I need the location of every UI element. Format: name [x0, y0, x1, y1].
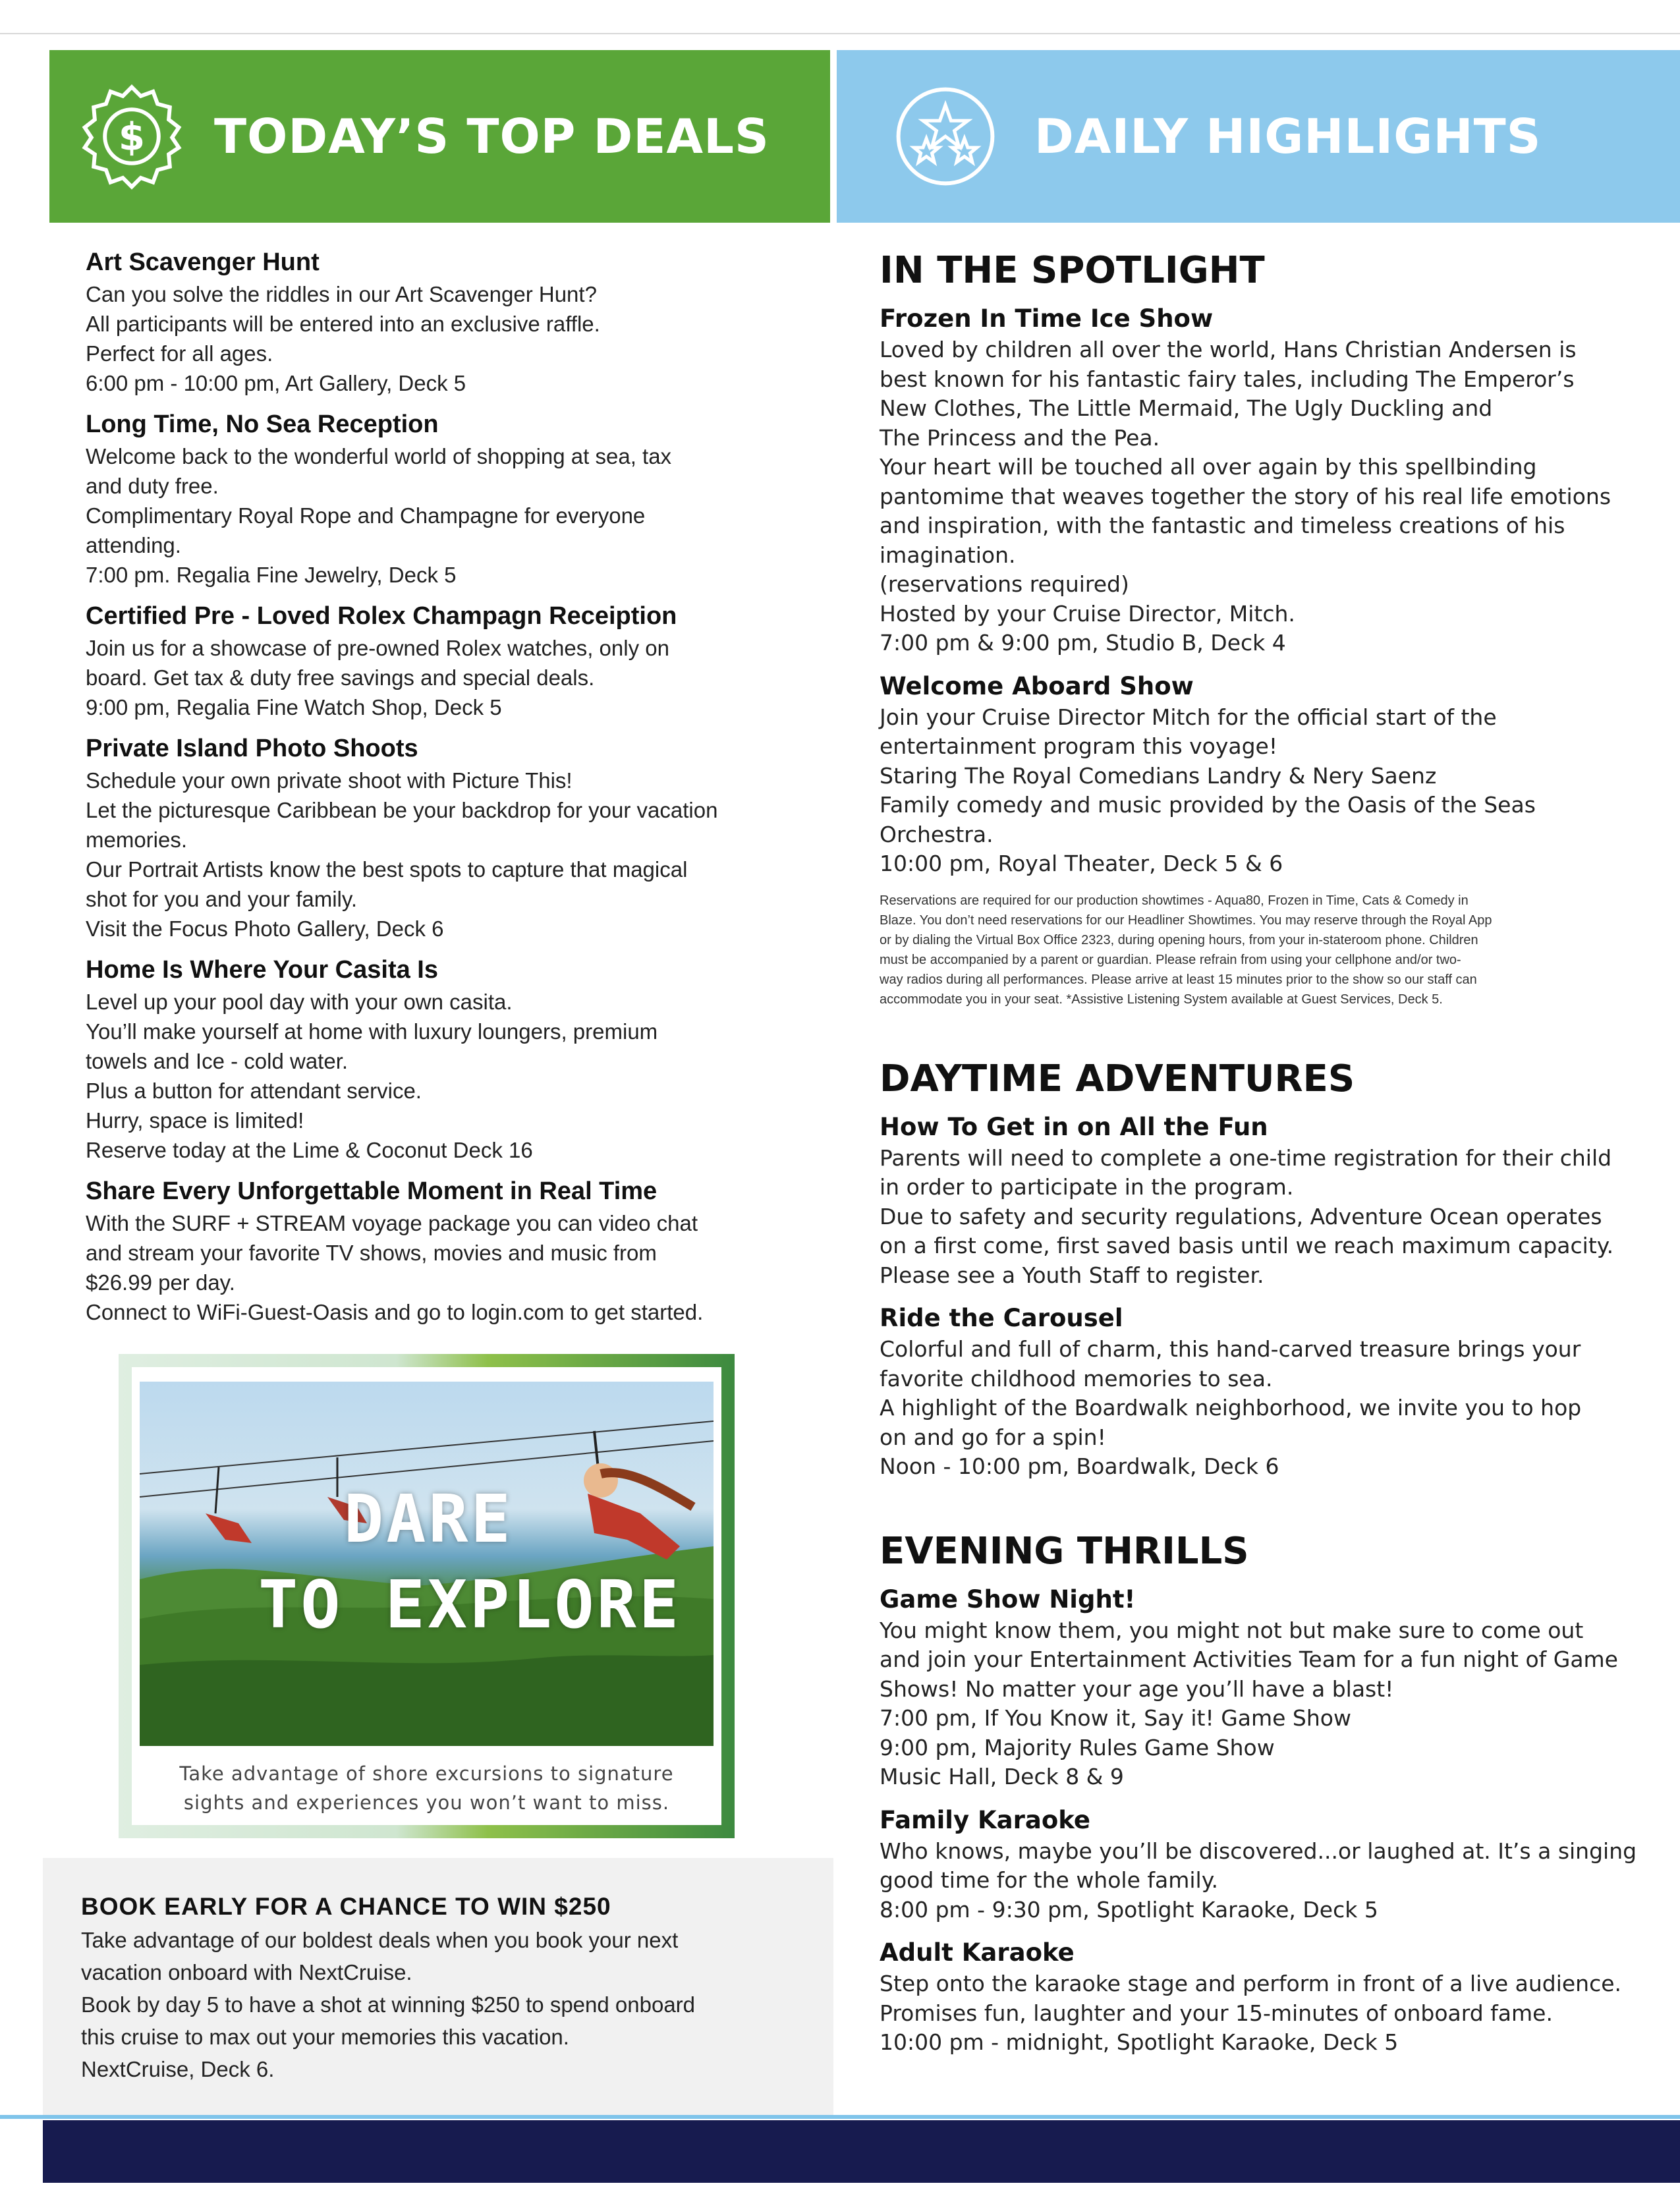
event-line: best known for his fantastic fairy tales, including The Emperor’s — [880, 366, 1575, 392]
event-line: New Clothes, The Little Mermaid, The Ugly Duckling and — [880, 395, 1493, 421]
event-frozen-in-time — [880, 302, 1637, 658]
book-early-line: this cruise to max out your memories this vacation. — [81, 2025, 569, 2049]
deal-title: Long Time, No Sea Reception — [86, 410, 439, 438]
event-line: 10:00 pm - midnight, Spotlight Karaoke, Deck 5 — [880, 2029, 1399, 2055]
deal-line: memories. — [86, 828, 188, 852]
event-line: Colorful and full of charm, this hand-carved treasure brings your — [880, 1336, 1581, 1362]
zipline-photo — [140, 1382, 714, 1746]
section-heading: EVENING THRILLS — [880, 1529, 1249, 1573]
dollar-badge-icon — [76, 80, 188, 192]
deal-line: $26.99 per day. — [86, 1270, 235, 1295]
event-title: Ride the Carousel — [880, 1304, 1123, 1332]
promo-caption-line: sights and experiences you won’t want to miss. — [183, 1791, 670, 1814]
event-line: in order to participate in the program. — [880, 1174, 1294, 1200]
event-get-in-on-fun — [880, 1111, 1637, 1291]
event-line: You might know them, you might not but make sure to come out — [880, 1617, 1584, 1643]
event-line: Please see a Youth Staff to register. — [880, 1262, 1264, 1288]
deal-title: Private Island Photo Shoots — [86, 735, 418, 762]
deal-line: towels and Ice - cold water. — [86, 1049, 349, 1073]
event-title: Adult Karaoke — [880, 1938, 1075, 1967]
event-line: Shows! No matter your age you’ll have a blast! — [880, 1675, 1394, 1702]
deal-rolex-reception — [86, 599, 797, 722]
promo-caption-line: Take advantage of shore excursions to signature — [179, 1762, 674, 1785]
event-line: on a first come, first saved basis until we reach maximum capacity. — [880, 1233, 1614, 1258]
deal-surf-stream — [86, 1174, 797, 1327]
event-line: Loved by children all over the world, Hans Christian Andersen is — [880, 337, 1577, 362]
deal-art-scavenger-hunt — [86, 245, 797, 398]
event-line: Step onto the karaoke stage and perform in front of a live audience. — [880, 1971, 1622, 1996]
deal-line: 6:00 pm - 10:00 pm, Art Gallery, Deck 5 — [86, 371, 466, 395]
fineprint-line: way radios during all performances. Please arrive at least 15 minutes prior to the show so our staff can — [880, 972, 1477, 987]
event-line: and join your Entertainment Activities Team for a fun night of Game — [880, 1646, 1618, 1672]
event-line: favorite childhood memories to sea. — [880, 1365, 1273, 1392]
section-heading: IN THE SPOTLIGHT — [880, 249, 1265, 292]
deal-line: Reserve today at the Lime & Coconut Deck 16 — [86, 1138, 533, 1162]
daily-highlights-title: DAILY HIGHLIGHTS — [1034, 109, 1542, 164]
event-line: good time for the whole family. — [880, 1867, 1219, 1893]
book-early-content — [81, 1890, 819, 2085]
event-line: Family comedy and music provided by the Oasis of the Seas — [880, 792, 1536, 818]
star-badge-icon — [889, 80, 1001, 192]
deal-line: Connect to WiFi-Guest-Oasis and go to login.com to get started. — [86, 1300, 704, 1324]
deal-line: Can you solve the riddles in our Art Scavenger Hunt? — [86, 282, 597, 306]
zipliner-figure — [584, 1431, 693, 1560]
deal-line: You’ll make yourself at home with luxury loungers, premium — [86, 1019, 658, 1044]
zipline-scene — [140, 1382, 714, 1746]
event-line: and inspiration, with the fantastic and timeless creations of his — [880, 513, 1565, 538]
deal-line: Our Portrait Artists know the best spots to capture that magical — [86, 857, 688, 882]
footer-accent-line — [0, 2115, 1680, 2119]
book-early-line: NextCruise, Deck 6. — [81, 2057, 275, 2081]
promo-caption — [132, 1759, 721, 1817]
deal-line: and duty free. — [86, 474, 219, 498]
event-title: Family Karaoke — [880, 1805, 1090, 1834]
event-line: The Princess and the Pea. — [880, 424, 1160, 451]
deal-title: Certified Pre - Loved Rolex Champagn Receiption — [86, 602, 677, 630]
book-early-line: Book by day 5 to have a shot at winning $250 to spend onboard — [81, 1992, 696, 2017]
event-game-show-night — [880, 1583, 1637, 1792]
event-line: Parents will need to complete a one-time registration for their child — [880, 1144, 1612, 1171]
event-line: Due to safety and security regulations, Adventure Ocean operates — [880, 1203, 1602, 1229]
event-line: (reservations required) — [880, 571, 1129, 597]
svg-text:$: $ — [118, 114, 146, 159]
deal-line: 9:00 pm, Regalia Fine Watch Shop, Deck 5 — [86, 695, 502, 719]
deal-line: Welcome back to the wonderful world of shopping at sea, tax — [86, 444, 672, 468]
deal-line: Visit the Focus Photo Gallery, Deck 6 — [86, 916, 444, 941]
top-rule — [0, 33, 1680, 34]
event-line: Staring The Royal Comedians Landry & Nery Saenz — [880, 762, 1437, 789]
event-adult-karaoke — [880, 1936, 1637, 2058]
deal-line: Complimentary Royal Rope and Champagne for everyone — [86, 503, 646, 528]
deal-line: Let the picturesque Caribbean be your backdrop for your vacation — [86, 798, 718, 822]
deal-title: Art Scavenger Hunt — [86, 248, 320, 276]
fineprint-line: or by dialing the Virtual Box Office 2323, during opening hours, from your in-stateroom phone. Children — [880, 932, 1478, 947]
event-line: 7:00 pm, If You Know it, Say it! Game Show — [880, 1705, 1351, 1731]
deal-line: Plus a button for attendant service. — [86, 1079, 422, 1103]
deal-line: All participants will be entered into an exclusive raffle. — [86, 312, 600, 336]
zipliner-figure-small — [206, 1457, 367, 1543]
top-deals-list — [86, 245, 797, 1336]
deal-line: shot for you and your family. — [86, 887, 358, 911]
daily-highlights-banner — [837, 50, 1680, 223]
daily-highlights-column — [880, 247, 1637, 2069]
event-line: on and go for a spin! — [880, 1424, 1106, 1450]
deal-line: 7:00 pm. Regalia Fine Jewelry, Deck 5 — [86, 563, 457, 587]
deal-title: Share Every Unforgettable Moment in Real Time — [86, 1177, 658, 1205]
book-early-box — [43, 1858, 833, 2115]
top-deals-banner — [49, 50, 830, 223]
event-line: Orchestra. — [880, 821, 994, 847]
deal-line: Perfect for all ages. — [86, 341, 273, 366]
event-line: 10:00 pm, Royal Theater, Deck 5 & 6 — [880, 851, 1283, 876]
fineprint-line: must be accompanied by a parent or guardian. Please refrain from using your cellphone and/or two- — [880, 952, 1461, 967]
event-line: Join your Cruise Director Mitch for the official start of the — [880, 704, 1497, 730]
deal-line: With the SURF + STREAM voyage package you can video chat — [86, 1211, 698, 1235]
top-deals-title: TODAY’S TOP DEALS — [214, 109, 770, 164]
event-title: Game Show Night! — [880, 1585, 1136, 1614]
event-line: Hosted by your Cruise Director, Mitch. — [880, 600, 1295, 627]
event-line: 7:00 pm & 9:00 pm, Studio B, Deck 4 — [880, 630, 1286, 656]
event-family-karaoke — [880, 1804, 1637, 1925]
promo-headline-line2: TO EXPLORE — [258, 1566, 682, 1643]
promo-card — [132, 1367, 721, 1825]
event-line: Who knows, maybe you’ll be discovered...or laughed at. It’s a singing — [880, 1838, 1637, 1864]
deal-long-time-no-sea — [86, 407, 797, 590]
book-early-title: BOOK EARLY FOR A CHANCE TO WIN $250 — [81, 1893, 611, 1920]
deal-photo-shoots — [86, 731, 797, 943]
deal-line: Join us for a showcase of pre-owned Rolex watches, only on — [86, 636, 669, 660]
fineprint-line: Reservations are required for our production showtimes - Aqua80, Frozen in Time, Cats & Comedy in — [880, 893, 1469, 908]
event-line: pantomime that weaves together the story of his real life emotions — [880, 483, 1611, 509]
spotlight-section — [880, 247, 1637, 1009]
event-line: Your heart will be touched all over again by this spellbinding — [880, 454, 1537, 480]
deal-casita — [86, 953, 797, 1165]
event-line: Noon - 10:00 pm, Boardwalk, Deck 6 — [880, 1453, 1279, 1479]
book-early-line: Take advantage of our boldest deals when you book your next — [81, 1928, 679, 1952]
footer-bar — [43, 2120, 1680, 2183]
evening-section — [880, 1528, 1637, 2058]
event-line: Music Hall, Deck 8 & 9 — [880, 1764, 1124, 1789]
deal-line: Schedule your own private shoot with Picture This! — [86, 768, 573, 793]
event-line: 8:00 pm - 9:30 pm, Spotlight Karaoke, Deck 5 — [880, 1896, 1378, 1923]
event-line: entertainment program this voyage! — [880, 733, 1278, 759]
daytime-section — [880, 1055, 1637, 1482]
fineprint-line: accommodate you in your seat. *Assistive Listening System available at Guest Services, Deck 5. — [880, 992, 1443, 1007]
deal-title: Home Is Where Your Casita Is — [86, 956, 438, 984]
event-line: 9:00 pm, Majority Rules Game Show — [880, 1734, 1275, 1760]
event-line: imagination. — [880, 542, 1016, 568]
deal-line: attending. — [86, 533, 181, 557]
section-heading: DAYTIME ADVENTURES — [880, 1057, 1355, 1100]
reservation-fineprint — [880, 891, 1637, 1009]
promo-headline-line1: DARE — [344, 1480, 513, 1558]
deal-line: Level up your pool day with your own casita. — [86, 990, 513, 1014]
book-early-line: vacation onboard with NextCruise. — [81, 1960, 412, 1984]
event-welcome-aboard — [880, 670, 1637, 879]
event-title: Welcome Aboard Show — [880, 671, 1194, 700]
deal-line: board. Get tax & duty free savings and special deals. — [86, 665, 595, 690]
deal-line: Hurry, space is limited! — [86, 1108, 304, 1133]
fineprint-line: Blaze. You don’t need reservations for our Headliner Showtimes. You may reserve through the Royal App — [880, 913, 1492, 928]
shore-excursion-promo[interactable] — [119, 1354, 735, 1838]
event-title: How To Get in on All the Fun — [880, 1112, 1268, 1141]
deal-line: and stream your favorite TV shows, movies and music from — [86, 1241, 657, 1265]
event-carousel — [880, 1302, 1637, 1482]
event-line: A highlight of the Boardwalk neighborhood, we invite you to hop — [880, 1395, 1582, 1420]
event-line: Promises fun, laughter and your 15-minutes of onboard fame. — [880, 2000, 1553, 2026]
event-title: Frozen In Time Ice Show — [880, 304, 1214, 333]
